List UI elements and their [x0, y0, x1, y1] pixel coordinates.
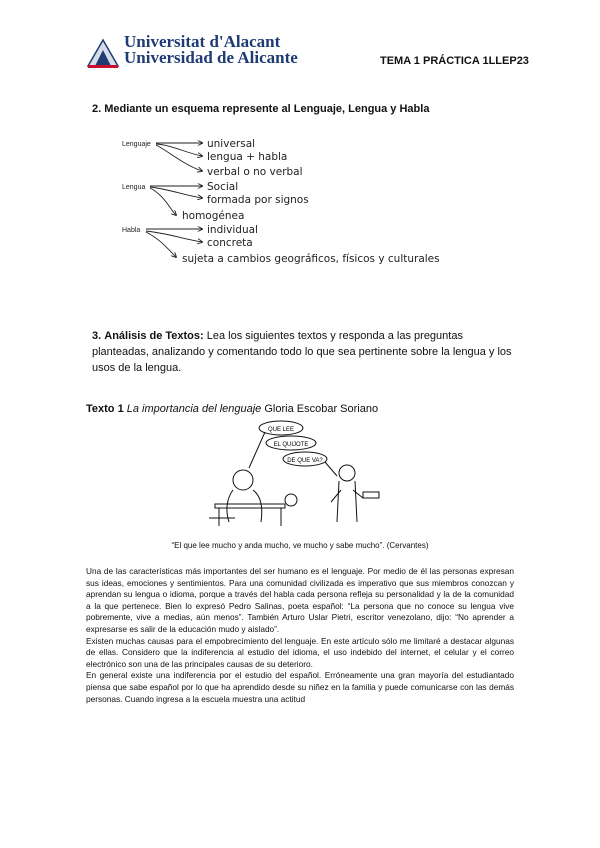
cervantes-quote: “El que lee mucho y anda mucho, ve mucho y sabe mucho”. (Cervantes) — [171, 541, 429, 550]
lengua-item: homogénea — [182, 210, 245, 222]
lenguaje-item: verbal o no verbal — [207, 166, 303, 178]
texto-1-label: Texto 1 — [86, 403, 124, 415]
university-line-2: Universidad de Alicante — [124, 48, 298, 67]
texto-1-heading — [86, 403, 378, 415]
lenguaje-item: universal — [207, 138, 256, 150]
university-name — [124, 34, 298, 66]
question-3 — [92, 328, 522, 376]
article-body — [86, 566, 514, 705]
habla-label: Habla — [122, 227, 141, 234]
question-3-number: 3. — [92, 330, 102, 342]
lengua-item: Social — [207, 181, 239, 193]
bubble-text: QUE LEE — [267, 427, 295, 433]
question-3-text: Lea los siguientes textos y responda a las preguntas planteadas, analizando y comentando todo lo que sea pertinente sobre la lengua y los usos de la lengua. — [92, 330, 512, 374]
lengua-label: Lengua — [122, 184, 146, 191]
bubble-text: DE QUE VA? — [287, 458, 323, 464]
question-2: 2. Mediante un esquema represente al Lenguaje, Lengua y Habla — [92, 103, 430, 115]
paragraph: Una de las características más importantes del ser humano es el lenguaje. Por medio de él las personas expresan sus ideas, emociones y sentimientos. Para una comunidad civilizada es imperativo que sus miembros conozcan y aprendan su lengua o idioma, porque a través del habla cada persona refleja su personalidad y la de la comunidad a la que pertenece. Bien lo expresó Pedro Salinas, poeta español: “La persona que no conoce su lengua vive pobremente, vive a medias, aún menos”. También Arturo Uslar Pietri, escritor venezolano, dijo: “No aprender a expresarse es salir de la educación mudo y aislado”. — [86, 566, 514, 634]
paragraph: Existen muchas causas para el empobrecimiento del lenguaje. En este artículo sólo me limitaré a destacar algunas de ellas. Considero que la indiferencia al estudio del idioma, el uso indebido del internet, el celular y el correo electrónico son una de las principales causas de su deterioro. — [86, 635, 514, 669]
cartoon-illustration — [205, 418, 395, 528]
paragraph: En general existe una indiferencia por el estudio del español. Erróneamente una gran mayoría del estudiantado piensa que sabe español por lo que ha aprendido desde su niñez en la familia y puede comunicarse con las demás personas. Cuando ingresa a la escuela muestra una actitud — [86, 670, 514, 704]
question-3-bold: Análisis de Textos: — [104, 330, 204, 342]
habla-item: sujeta a cambios geográficos, físicos y culturales — [182, 253, 440, 265]
university-line-1: Universitat d'Alacant — [124, 32, 281, 51]
habla-item: individual — [207, 224, 258, 236]
practice-title: TEMA 1 PRÁCTICA 1LLEP23 — [380, 55, 529, 67]
texto-1-author: Gloria Escobar Soriano — [264, 403, 379, 415]
lenguaje-item: lengua + habla — [207, 151, 288, 163]
lenguaje-label: Lenguaje — [122, 141, 151, 148]
bubble-text: EL QUIJOTE — [273, 442, 309, 448]
scheme-diagram — [110, 125, 490, 275]
university-logo-icon — [86, 36, 120, 70]
texto-1-title: La importancia del lenguaje — [126, 403, 262, 415]
lengua-item: formada por signos — [207, 194, 309, 206]
habla-item: concreta — [207, 237, 253, 249]
